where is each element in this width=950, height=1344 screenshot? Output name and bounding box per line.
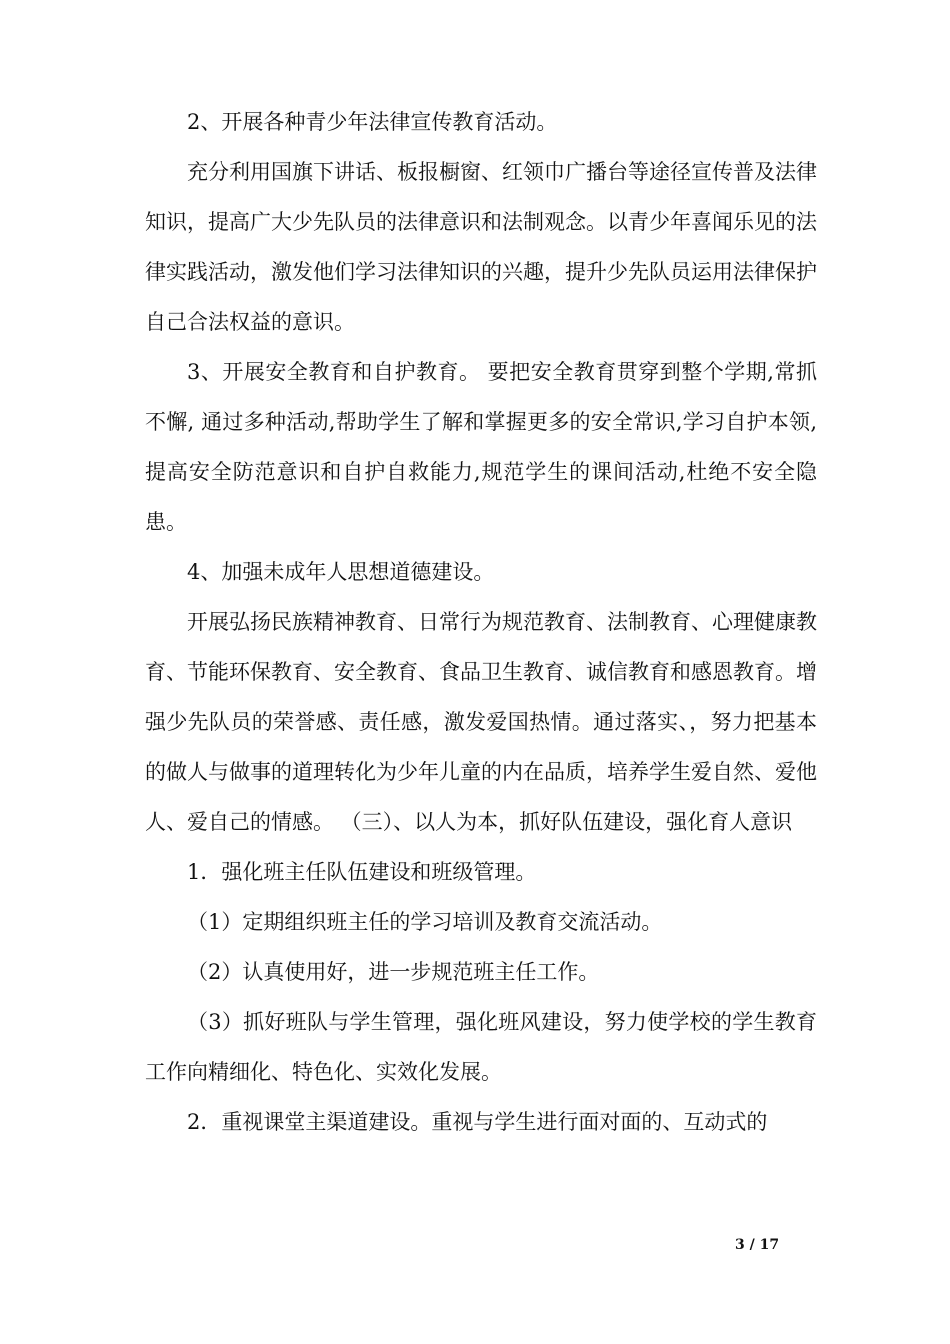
paragraph-moral-education: 开展弘扬民族精神教育、日常行为规范教育、法制教育、心理健康教育、节能环保教育、安全教育、食品卫生教育、诚信教育和感恩教育。增强少先队员的荣誉感、责任感，激发爱国热情。通过落实、，努力把基本的做人与做事的道理转化为少年儿童的内在品质，培养学生爱自然、爱他人、爱自己的情感。 （三）、以人为本，抓好队伍建设，强化育人意识 [145,610,817,834]
paragraph-safety-education: 3、开展安全教育和自护教育。 要把安全教育贯穿到整个学期,常抓不懈, 通过多种活动,帮助学生了解和掌握更多的安全常识,学习自护本领,提高安全防范意识和自护自救能力,规范学生的课间活动,杜绝不安全隐患。 [145,360,817,534]
section-heading-legal-education: 2、开展各种青少年法律宣传教育活动。 [187,110,558,134]
document-body [145,97,817,1147]
paragraph-legal-education: 充分利用国旗下讲话、板报橱窗、红领巾广播台等途径宣传普及法律知识，提高广大少先队员的法律意识和法制观念。以青少年喜闻乐见的法律实践活动，激发他们学习法律知识的兴趣，提升少先队员运用法律保护自己合法权益的意识。 [145,160,817,334]
section-heading-classroom-channel: 2．重视课堂主渠道建设。重视与学生进行面对面的、互动式的 [187,1110,768,1134]
section-heading-moral-education: 4、加强未成年人思想道德建设。 [187,560,495,584]
page-number: 3 / 17 [735,1237,780,1253]
list-item-training: （1）定期组织班主任的学习培训及教育交流活动。 [187,910,663,934]
list-item-student-management: （3）抓好班队与学生管理，强化班风建设，努力使学校的学生教育工作向精细化、特色化、实效化发展。 [145,1010,817,1084]
section-heading-class-management: 1．强化班主任队伍建设和班级管理。 [187,860,537,884]
list-item-standardize-work: （2）认真使用好，进一步规范班主任工作。 [187,960,600,984]
